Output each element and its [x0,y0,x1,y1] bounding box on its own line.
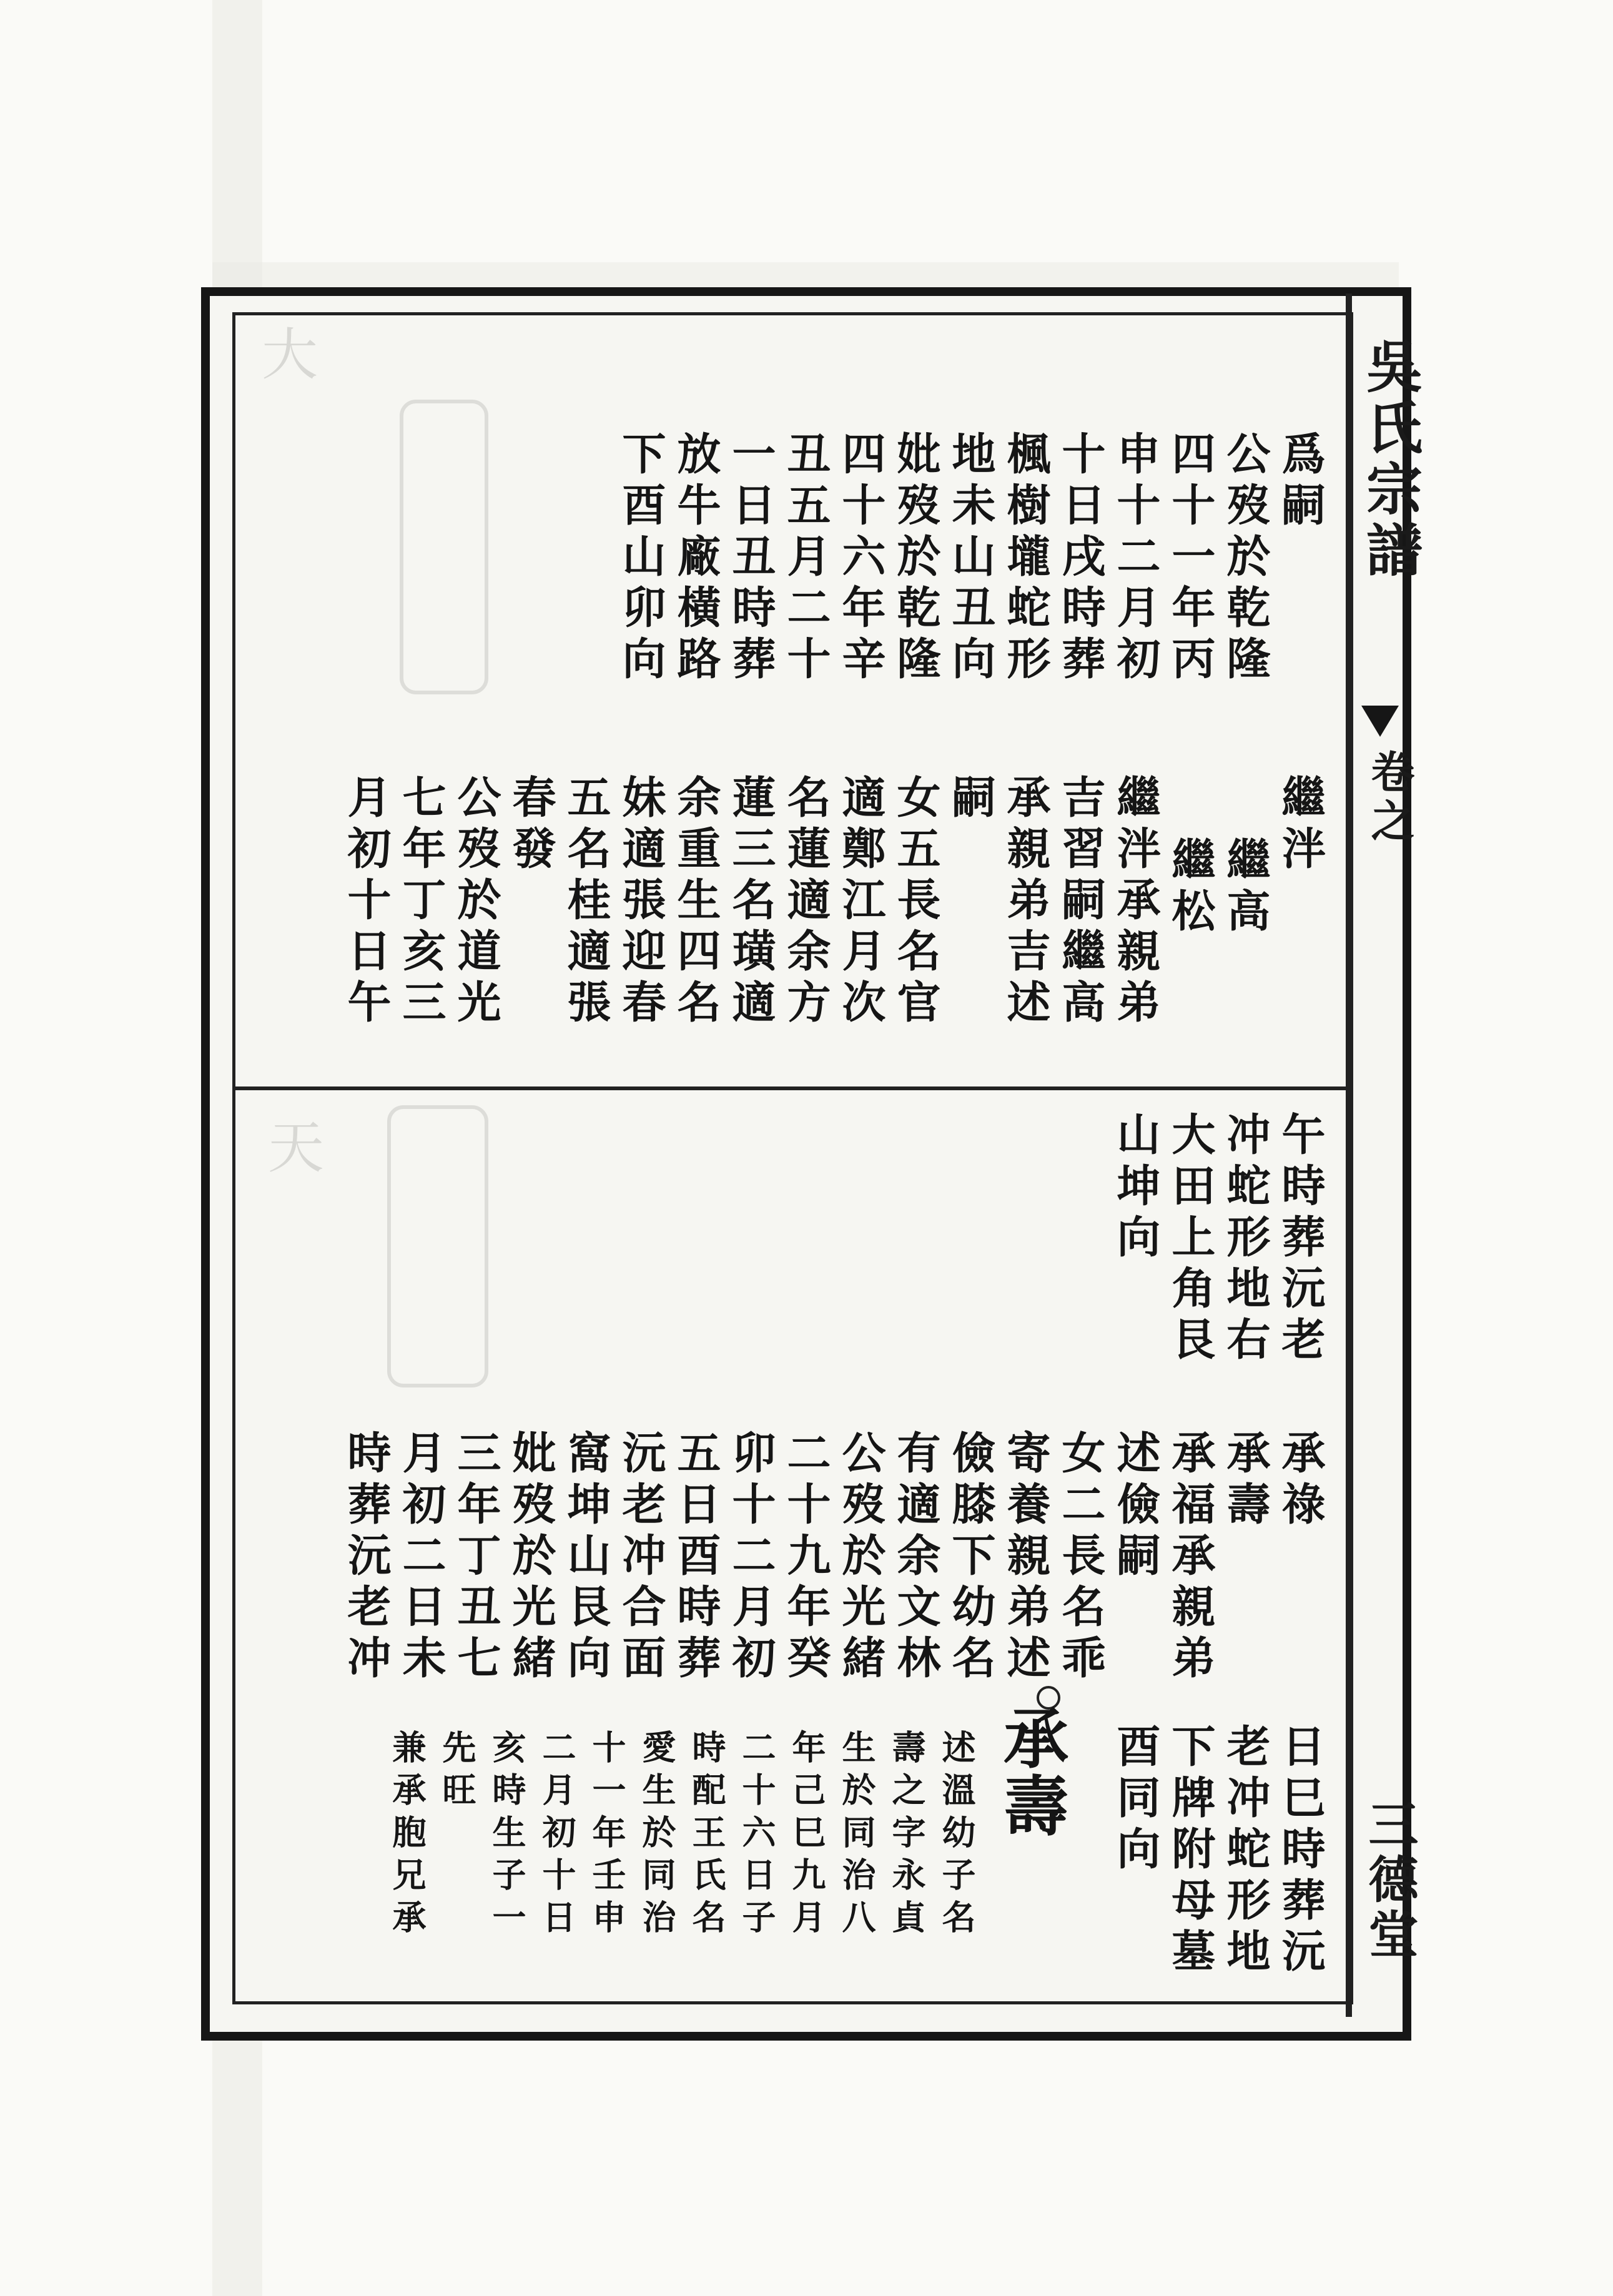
text-column: 生於同治八 [837,1730,877,1942]
text-column: 楓樹壠蛇形 [1000,431,1052,687]
text-column: 酉同向 [1110,1723,1162,1877]
text-column: 時葬沅老冲 [340,1430,392,1686]
text-column: 女二長名乖 [1055,1430,1107,1686]
text-column: 放牛廠橫路 [670,431,722,687]
text-column: 五日酉時葬 [670,1430,722,1686]
text-column: 三年丁丑七 [450,1430,502,1686]
volume-label: 卷之 [1364,749,1416,847]
text-column: 春發 [505,774,557,877]
text-column: 愛生於同治 [637,1730,677,1942]
text-column: 七年丁亥三 [395,774,447,1030]
text-column: 承壽 [1220,1430,1271,1532]
text-column: 繼泮承親弟 [1110,774,1162,1030]
text-column: 先旺 [437,1730,477,1815]
text-column: 下酉山卯向 [615,431,667,687]
text-column: 丑五月二十 [780,431,832,687]
text-column: 吉習嗣繼高 [1055,774,1107,1030]
text-column: 申十二月初 [1110,431,1162,687]
text-column: 月初二日未 [395,1430,447,1686]
text-column: 爲嗣 [1275,431,1326,533]
text-column: 沅老冲合面 [615,1430,667,1686]
text-column: 承福承親弟 [1165,1430,1216,1686]
text-column: 卯十二月初 [725,1430,777,1686]
text-column: 山坤向 [1110,1111,1162,1265]
text-column: 有適余文林 [890,1430,942,1686]
text-column: 適鄭江月次 [835,774,887,1030]
text-column: 余重生四名 [670,774,722,1030]
text-column: 五名桂適張 [560,774,612,1030]
text-column: 公歿於道光 [450,774,502,1030]
text-column: 名蓮適余方 [780,774,832,1030]
gutter-line [1346,293,1352,2017]
text-column: 妹適張迎春 [615,774,667,1030]
text-column: 妣歿於光緒 [505,1430,557,1686]
seal-impression-upper [400,400,488,694]
text-column: 窩坤山艮向 [560,1430,612,1686]
text-column: 十日戌時葬 [1055,431,1107,687]
text-column: 日巳時葬沅 [1275,1723,1326,1979]
seal-impression-lower [387,1105,488,1387]
text-column: 述溫幼子名 [937,1730,977,1942]
text-column: 公歿於光緒 [835,1430,887,1686]
text-column: 承親弟吉述 [1000,774,1052,1030]
text-column: 四十六年辛 [835,431,887,687]
text-column: 月初十日午 [340,774,392,1030]
text-column: 年己巳九月 [787,1730,827,1942]
text-column: 亥時生子一 [487,1730,527,1942]
text-column: 女五長名官 [890,774,942,1030]
hall-name: 三德堂 [1360,1798,1419,1963]
text-column: 下牌附母墓 [1165,1723,1216,1979]
text-column: 儉膝下幼名 [945,1430,997,1686]
text-column: 蓮三名璜適 [725,774,777,1030]
text-column: 二十六日子 [737,1730,777,1942]
text-column: 繼松 [1165,837,1216,939]
text-column: 午時葬沅老 [1275,1111,1326,1367]
text-column: 繼泮 [1275,774,1326,877]
text-column: 嗣 [945,774,997,825]
text-column: 述儉嗣 [1110,1430,1162,1584]
text-column: 寄養親弟述 [1000,1430,1052,1686]
text-column: 兼承胞兄承 [387,1730,427,1942]
text-column: 四十一年丙 [1165,431,1216,687]
register-divider [235,1086,1346,1090]
text-column: 公歿於乾隆 [1220,431,1271,687]
entry-heading: 承壽 [992,1705,1069,1840]
ghost-character: 天 [258,1118,323,1174]
text-column: 二十九年癸 [780,1430,832,1686]
text-column: 繼高 [1220,837,1271,939]
text-column: 壽之字永貞 [887,1730,927,1942]
text-column: 一日丑時葬 [725,431,777,687]
text-column: 冲蛇形地右 [1220,1111,1271,1367]
text-column: 老冲蛇形地 [1220,1723,1271,1979]
text-column: 大田上角艮 [1165,1111,1216,1367]
text-column: 十一年壬申 [587,1730,627,1942]
book-title: 吳氏宗譜 [1356,337,1423,582]
text-column: 二月初十日 [537,1730,577,1942]
text-column: 地未山丑向 [945,431,997,687]
text-column: 時配王氏名 [687,1730,727,1942]
ghost-character: 大 [252,325,317,381]
text-column: 承祿 [1275,1430,1326,1532]
text-column: 妣歿於乾隆 [890,431,942,687]
